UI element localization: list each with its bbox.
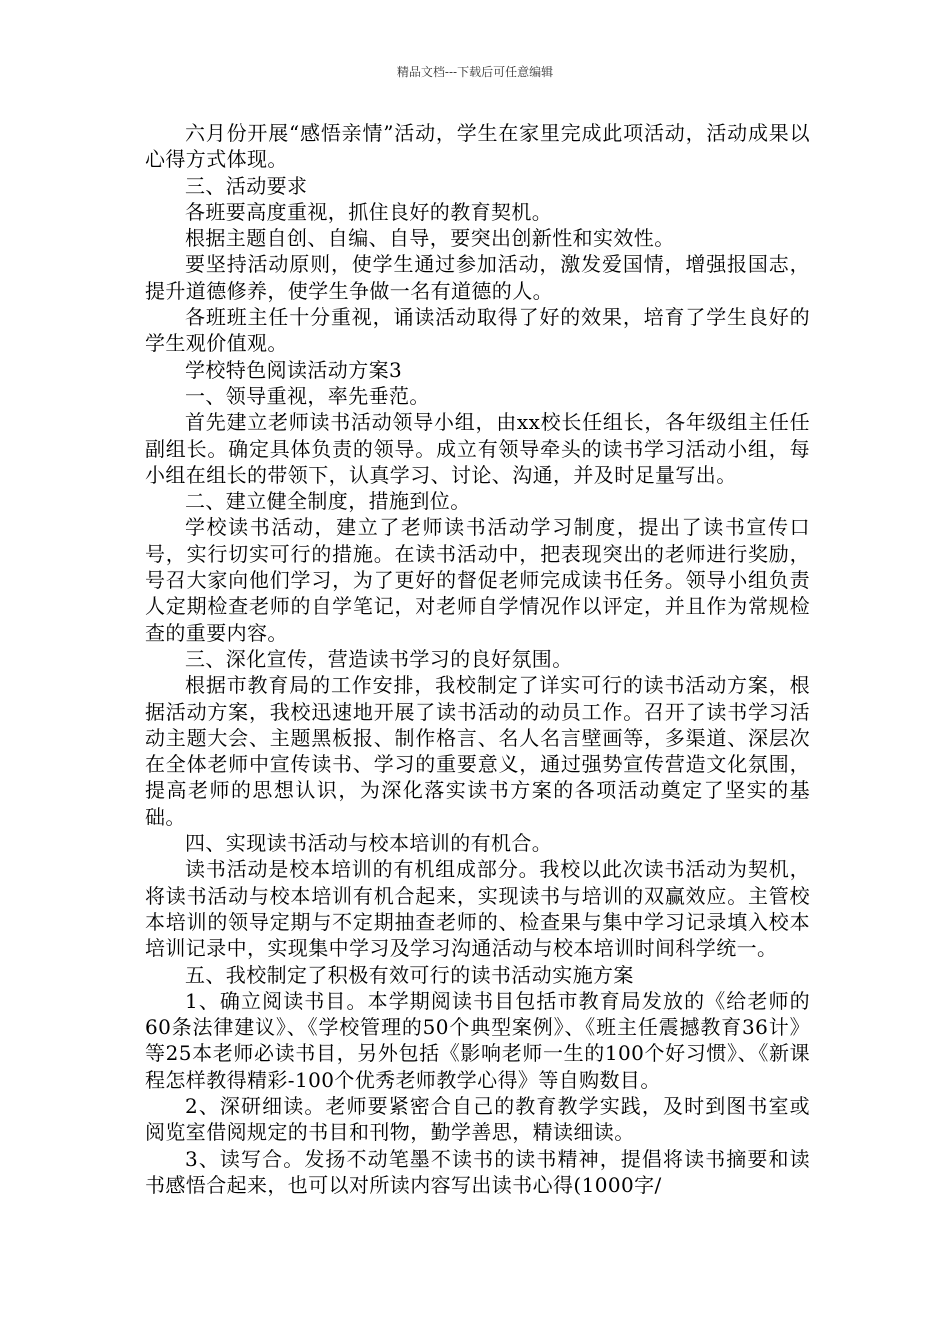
section-heading: 二、建立健全制度，措施到位。 (185, 489, 471, 514)
paragraph: 3、读写合。发扬不动笔墨不读书的读书精神，提倡将读书摘要和读书感悟合起来，也可以对所读内容写出读书心得(1000字/ (145, 1146, 810, 1197)
section-heading: 四、实现读书活动与校本培训的有机合。 (185, 831, 553, 856)
section-heading: 学校特色阅读活动方案3 (185, 357, 403, 382)
document-body (145, 120, 810, 1198)
page-header: 精品文档---下载后可任意编辑 (396, 65, 554, 79)
paragraph: 读书活动是校本培训的有机组成部分。我校以此次读书活动为契机，将读书活动与校本培训有机合起来，实现读书与培训的双赢效应。主管校本培训的领导定期与不定期抽查老师的、检查果与集中学习记录填入校本培训记录中，实现集中学习及学习沟通活动与校本培训时间科学统一。 (145, 857, 810, 961)
section-heading: 一、领导重视，率先垂范。 (185, 383, 430, 408)
paragraph: 六月份开展“感悟亲情”活动，学生在家里完成此项活动，活动成果以心得方式体现。 (145, 121, 810, 172)
paragraph: 各班班主任十分重视，诵读活动取得了好的效果，培育了学生良好的学生观价值观。 (145, 305, 810, 356)
paragraph: 学校读书活动，建立了老师读书活动学习制度，提出了读书宣传口号，实行切实可行的措施。在读书活动中，把表现突出的老师进行奖励，号召大家向他们学习，为了更好的督促老师完成读书任务。领导小组负责人定期检查老师的自学笔记，对老师自学情况作以评定，并且作为常规检查的重要内容。 (145, 515, 810, 645)
paragraph: 根据市教育局的工作安排，我校制定了详实可行的读书活动方案，根据活动方案，我校迅速地开展了读书活动的动员工作。召开了读书学习活动主题大会、主题黑板报、制作格言、名人名言壁画等，多渠道、深层次在全体老师中宣传读书、学习的重要意义，通过强势宣传营造文化氛围，提高老师的思想认识，为深化落实读书方案的各项活动奠定了坚实的基础。 (145, 673, 810, 829)
section-heading: 三、活动要求 (185, 173, 308, 198)
paragraph: 1、确立阅读书目。本学期阅读书目包括市教育局发放的《给老师的60条法律建议》、《学校管理的50个典型案例》、《班主任震撼教育36计》等25本老师必读书目，另外包括《影响老师一生的100个好习惯》、《新课程怎样教得精彩-100个优秀老师教学心得》等自购数目。 (145, 988, 810, 1092)
section-heading: 五、我校制定了积极有效可行的读书活动实施方案 (185, 962, 634, 987)
paragraph: 首先建立老师读书活动领导小组，由xx校长任组长，各年级组主任任副组长。确定具体负责的领导。成立有领导牵头的读书学习活动小组，每小组在组长的带领下，认真学习、讨论、沟通，并及时足量写出。 (145, 410, 810, 487)
paragraph: 各班要高度重视，抓住良好的教育契机。 (185, 199, 553, 224)
paragraph: 要坚持活动原则，使学生通过参加活动，激发爱国情，增强报国志，提升道德修养，使学生争做一名有道德的人。 (145, 252, 810, 303)
paragraph: 2、深研细读。老师要紧密合自己的教育教学实践，及时到图书室或阅览室借阅规定的书目和刊物，勤学善思，精读细读。 (145, 1093, 810, 1145)
paragraph: 根据主题自创、自编、自导，要突出创新性和实效性。 (185, 226, 675, 251)
section-heading: 三、深化宣传，营造读书学习的良好氛围。 (185, 646, 573, 671)
